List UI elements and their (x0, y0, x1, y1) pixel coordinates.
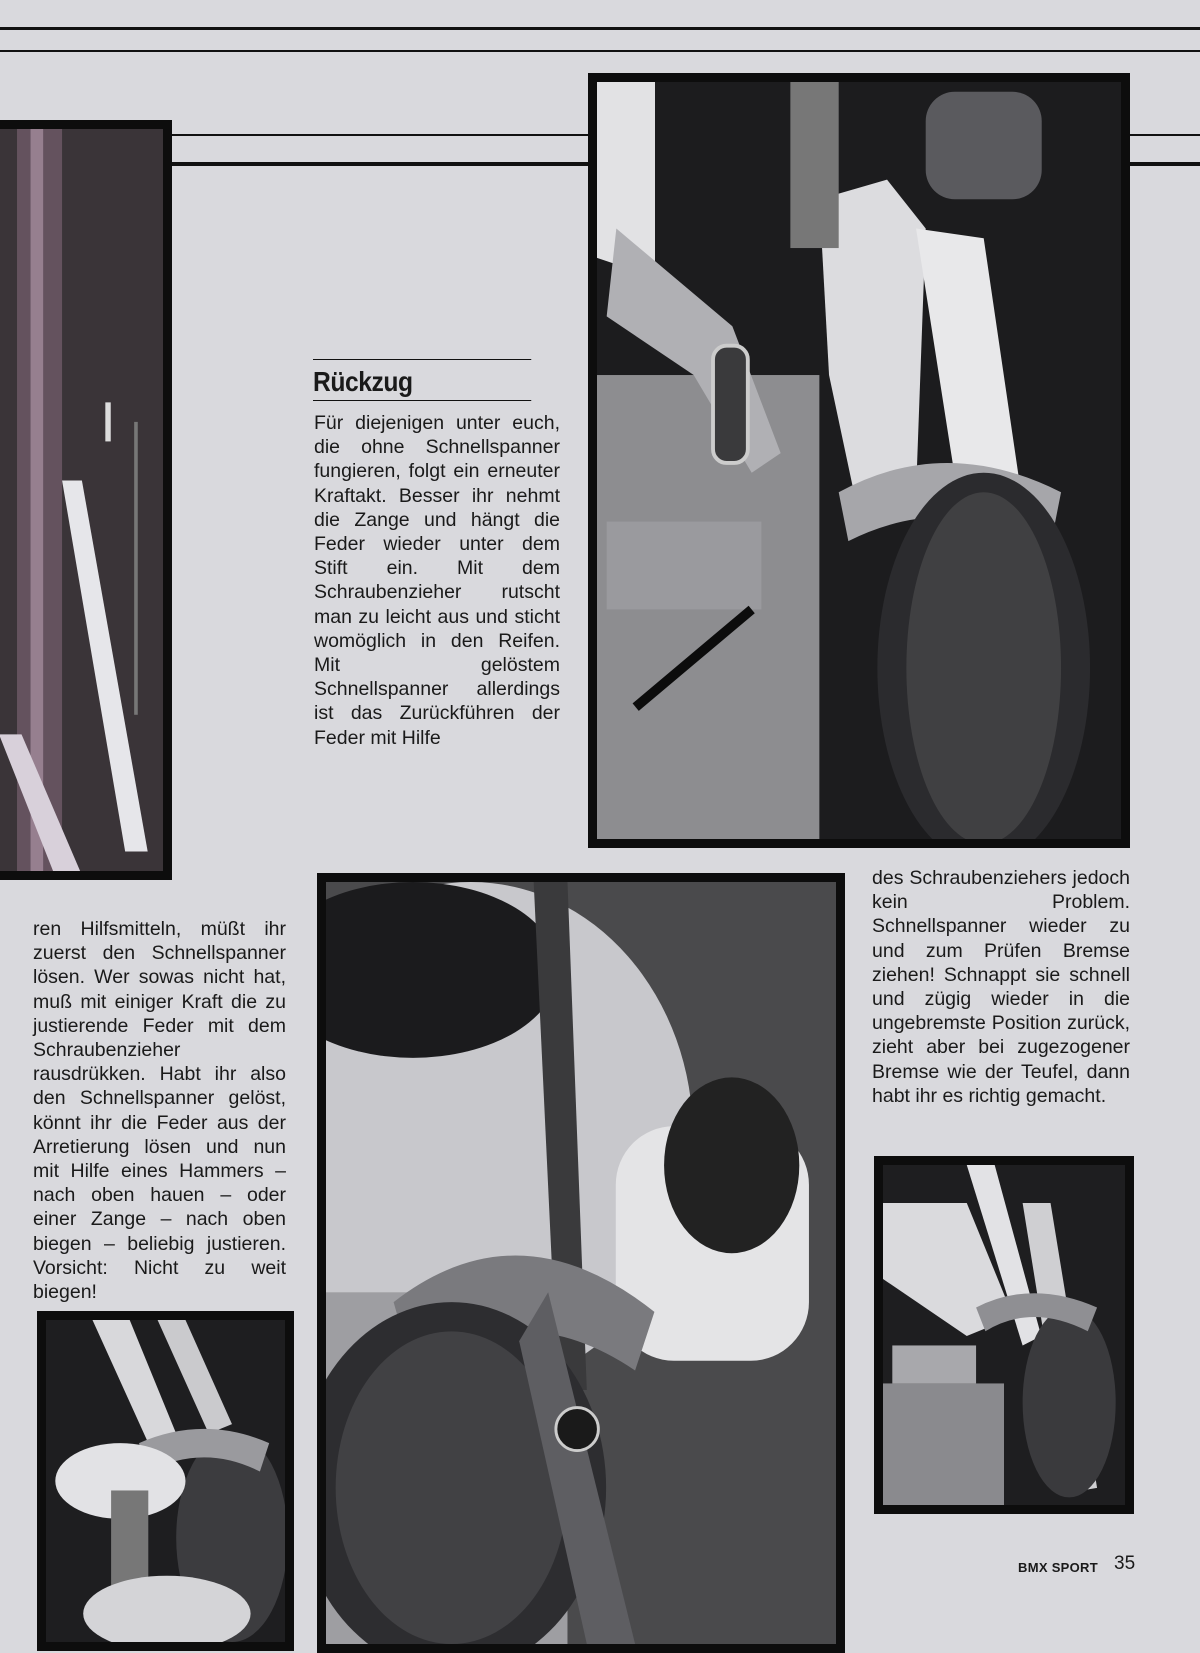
photo-frame-tube (0, 120, 172, 880)
section-rule-right (1128, 134, 1200, 136)
text-column-left: ren Hilfsmitteln, müßt ihr zuerst den Schnellspanner lösen. Wer sowas nicht hat, muß mit einiger Kraft die zu justierende Feder mit dem Schraubenzieher rausdrükken. Habt ihr also den Schnellspanner gelöst, könnt ihr die Feder aus der Arretierung lösen und nun mit Hilfe eines Hammers – nach oben hauen – oder einer Zange – nach oben biegen – beliebig justieren. Vorsicht: Nicht zu weit biegen! (33, 918, 286, 1304)
photo-pliers-wheel (37, 1311, 294, 1651)
photo-brake-pliers (588, 73, 1130, 848)
section-rule-right-thick (1128, 162, 1200, 166)
photo-screwdriver-brake (317, 873, 845, 1653)
text-column-middle: Für diejenigen unter euch, die ohne Schnellspanner fungieren, folgt ein erneuter Kraftakt. Besser ihr nehmt die Zange und hängt die Feder wieder unter dem Stift ein. Mit dem Schraubenzieher rutscht man zu leicht aus und sticht womöglich in den Reifen. Mit gelöstem Schnellspanner allerdings ist das Zurückführen der Feder mit Hilfe (314, 412, 560, 749)
article-heading: Rückzug (313, 359, 531, 401)
top-rule-2 (0, 50, 1200, 52)
page-number: 35 (1114, 1553, 1136, 1574)
photo-brake-hand (874, 1156, 1134, 1514)
section-rule-left-thick (172, 162, 590, 166)
text-column-right: des Schraubenziehers jedoch kein Problem. Schnellspanner wieder zu und zum Prüfen Bremse ziehen! Schnappt sie schnell und zügig wieder in die ungebremste Position zurück, zieht aber bei zugezogener Bremse wie der Teufel, dann habt ihr es richtig gemacht. (872, 867, 1130, 1107)
section-rule-left (172, 134, 590, 136)
top-rule-1 (0, 27, 1200, 30)
footer-magazine-name: BMX SPORT (1018, 1560, 1098, 1575)
